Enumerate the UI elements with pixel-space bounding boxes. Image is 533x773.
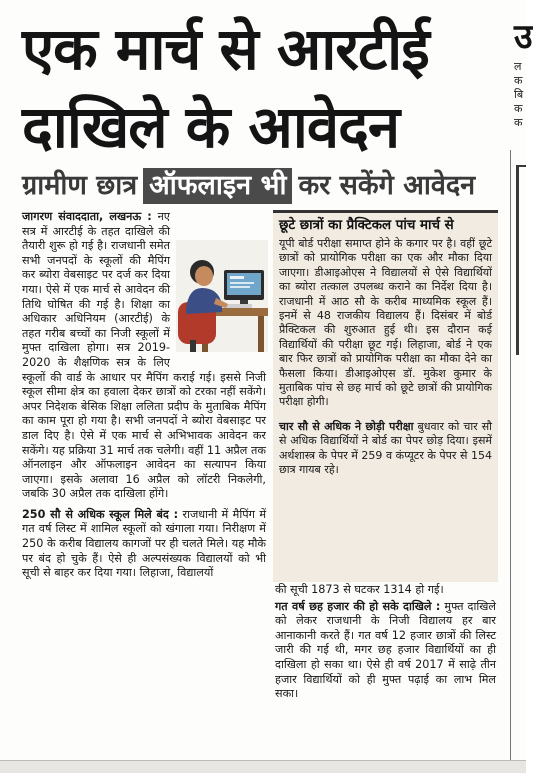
neighbor-box-border [516,165,526,355]
headline-line-1: एक मार्च से आरटीई [22,15,429,83]
right-column-lower [273,583,498,743]
subheadline-highlight: ऑफलाइन भी [143,168,292,204]
neighbor-headline-fragment: उ [514,17,533,57]
page-bottom-strip [0,760,526,773]
dateline: जागरण संवाददाता, लखनऊ : [22,210,152,223]
subheadline [22,168,475,204]
article-paragraph: की सूची 1873 से घटकर 1314 हो गई। [275,583,444,596]
inline-subhead: गत वर्ष छह हजार की हो सके दाखिले : [275,599,441,613]
sidebar-subhead: चार सौ से अधिक ने छोड़ी परीक्षा [279,419,414,433]
column-divider [510,150,511,760]
sidebar-paragraph: यूपी बोर्ड परीक्षा समाप्त होने के कगार पर है। वहीं छूटे छात्रों को प्रायोगिक परीक्षा का एक और मौका दिया जाएगा। डीआइओएस ने विद्यालयों से ऐसे विद्यार्थियों का ब्योरा तत्काल उपलब्ध कराने का निर्देश दिया है। राजधानी में आठ सौ के करीब माध्यमिक स्कूल हैं। इनमें से 48 राजकीय विद्यालय हैं। दिसंबर में बोर्ड प्रैक्टिकल की शुरुआत हुई थी। इस दौरान कई विद्यार्थियों की परीक्षा छूट गई। लिहाजा, बोर्ड ने एक बार फिर छात्रों को प्रायोगिक परीक्षा का मौका देने का फैसला किया। डीआइओएस डॉ. मुकेश कुमार के मुताबिक पांच से छह मार्च को छूटे छात्रों की प्रायोगिक परीक्षा होगी। [279,237,492,409]
sidebar-title: छूटे छात्रों का प्रैक्टिकल पांच मार्च से [279,218,454,233]
article-text: मुफ्त दाखिले को लेकर राजधानी के निजी विद्यालय हर बार आनाकानी करते हैं। गत वर्ष 12 हजार छात्रों की लिस्ट जारी की गई थी, मगर छह हजार विद्यार्थियों का ही दाखिला हो सका था। ऐसे ही वर्ष 2017 में साढ़े तीन हजार विद्यार्थियों को ही मुफ्त पढ़ाई का लाभ मिल सका। [275,599,497,701]
sidebar-paragraph [279,420,492,478]
subheadline-part-1: ग्रामीण छात्र [22,170,138,201]
neighbor-text-fragment: क [514,102,523,115]
neighbor-text-fragment: ल [514,60,522,73]
article-paragraph [275,600,496,702]
article-text: नए सत्र में आरटीई के तहत दाखिले की तैयारी शुरू हो गई है। राजधानी समेत सभी जनपदों के स्कूलों की मैपिंग कर ब्योरा वेबसाइट पर दर्ज कर दिया गया। ऐसे में एक मार्च से आवेदन की तिथि घोषित की गई है। शिक्षा का अधिकार अधिनियम (आरटीई) के तहत गरीब बच्चों का निजी स्कूलों में मुफ्त दाखिला होगा। सत्र 2019-2020 के शैक्षणिक सत्र के लिए स्कूलों की वार्ड के आधार पर मैपिंग कराई गई। इससे निजी स्कूल सीमा क्षेत्र का हवाला देकर छात्रों को टरका नहीं सकेंगे। अपर निदेशक बेसिक शिक्षा ललिता प्रदीप के मुताबिक मैपिंग का काम पूरा हो गया है। सभी जनपदों ने ब्योरा वेबसाइट पर डाल दिए है। ऐसे में एक मार्च से अभिभावक आवेदन कर सकेंगे। यह प्रक्रिया 31 मार्च तक चलेगी। वहीं 11 अप्रैल तक ऑनलाइन और ऑफलाइन आवेदन का सत्यापन किया जाएगा। इसके अलावा 16 अप्रैल को लॉटरी निकलेगी, जबकि 30 अप्रैल तक दाखिला होंगे। [22,210,266,501]
sidebar-box [273,210,498,582]
left-column [22,210,266,760]
inline-subhead: 250 सौ से अधिक स्कूल मिले बंद : [22,507,179,521]
article-paragraph [22,508,266,581]
neighbor-text-fragment: क [514,74,523,87]
headline-line-2: दाखिले के आवेदन [22,93,400,161]
sidebar-text: बुधवार को चार सौ से अधिक विद्यार्थियों ने बोर्ड का पेपर छोड़ दिया। इसमें अर्थशास्त्र के पेपर में 259 व कंप्यूटर के पेपर से 154 छात्र गायब रहे। [279,419,492,477]
subheadline-part-2: कर सकेंगे आवेदन [298,170,476,201]
neighbor-article-edge [512,0,533,150]
neighbor-text-fragment: क [514,116,523,129]
article-text: राजधानी में मैपिंग में गत वर्ष लिस्ट में शामिल स्कूलों को खंगाला गया। निरीक्षण में 250 के करीब विद्यालय कागजों पर ही चलते मिले। यह मौके पर बंद हो चुके हैं। ऐसे ही अल्पसंख्यक विद्यालयों को भी सूची से बाहर कर दिया गया। लिहाजा, विद्यालयों [22,507,267,580]
neighbor-text-fragment: बि [514,88,524,101]
student-computer-illustration [176,240,268,352]
